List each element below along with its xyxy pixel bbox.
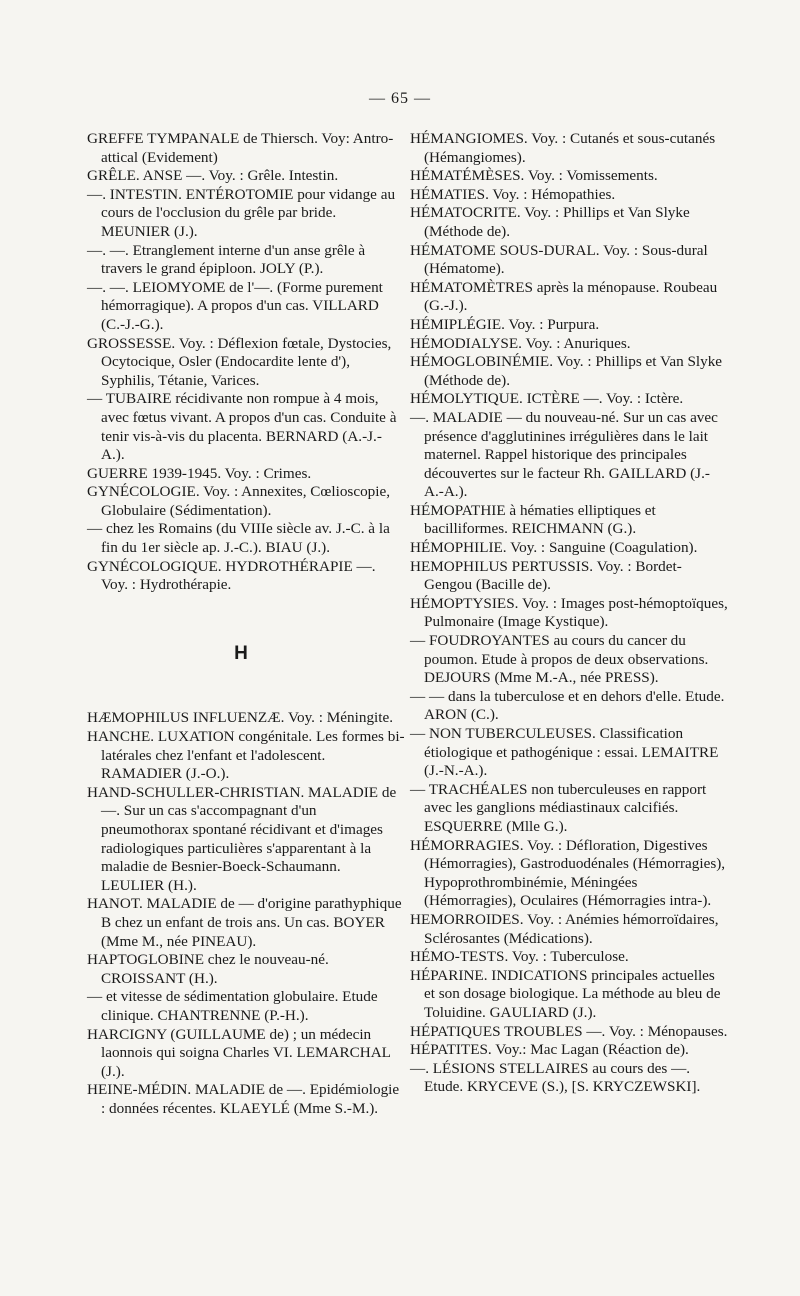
- index-entry: HAPTOGLOBINE chez le nouveau-né. CROISSANT (H.).: [87, 951, 329, 987]
- index-entry: HÉMIPLÉGIE. Voy. : Purpura.: [410, 315, 600, 333]
- index-entry: GRÊLE. ANSE —. Voy. : Grêle. Intestin.: [87, 167, 339, 185]
- index-entry: HÉMATOMÈTRES après la ménopause. Roubeau (G.-J.).: [410, 278, 718, 315]
- index-entry: HEMORROIDES. Voy. : Anémies hémorroïdaires, Sclérosantes (Médications).: [410, 910, 719, 947]
- index-entry: HÆMOPHILUS INFLUENZÆ. Voy. : Méningite.: [87, 709, 394, 727]
- index-entry: — TUBAIRE récidivante non rompue à 4 mois, avec fœtus vivant. A propos d'un cas. Conduite à tenir vis-à-vis du placenta. BERNARD (A.-J.-A.).: [87, 390, 397, 464]
- index-entry: HÉMATÉMÈSES. Voy. : Vomissements.: [410, 167, 658, 185]
- left-entries-h: [87, 709, 405, 1118]
- index-entry: — NON TUBERCULEUSES. Classification étiologique et pathogénique : essai. LEMAITRE (J.-N.-A.).: [410, 725, 719, 780]
- index-entry: — chez les Romains (du VIIIe siècle av. J.-C. à la fin du 1er siècle ap. J.-C.). BIAU (J.).: [87, 520, 390, 557]
- index-entry: — et vitesse de sédimentation globulaire. Etude clinique. CHANTRENNE (P.-H.).: [87, 988, 378, 1024]
- index-entry: HÉMATOME SOUS-DURAL. Voy. : Sous-dural (Hématome).: [410, 241, 708, 278]
- page-number: — 65 —: [369, 90, 431, 107]
- index-entry: — TRACHÉALES non tuberculeuses en rapport avec les ganglions médiastinaux calcifiés. ESQUERRE (Mlle G.).: [410, 780, 707, 835]
- index-entry: HEMOPHILUS PERTUSSIS. Voy. : Bordet-Gengou (Bacille de).: [410, 557, 682, 594]
- index-entry: —. —. Etranglement interne d'un anse grêle à travers le grand épiploon. JOLY (P.).: [87, 241, 366, 278]
- index-entry: GUERRE 1939-1945. Voy. : Crimes.: [87, 464, 312, 482]
- index-entry: HANCHE. LUXATION congénitale. Les formes bi-latérales chez l'enfant et l'adolescent. RAMADIER (J.-O.).: [87, 728, 405, 783]
- index-entry: HÉMOGLOBINÉMIE. Voy. : Phillips et Van Slyke (Méthode de).: [410, 353, 723, 389]
- index-entry: GYNÉCOLOGIQUE. HYDROTHÉRAPIE —. Voy. : Hydrothérapie.: [87, 557, 376, 594]
- index-entry: HÉMOPHILIE. Voy. : Sanguine (Coagulation).: [410, 539, 698, 557]
- index-entry: HÉPARINE. INDICATIONS principales actuelles et son dosage biologique. La méthode au bleu de Toluidine. GAULIARD (J.).: [410, 966, 721, 1021]
- index-entry: HÉMOPATHIE à hématies elliptiques et bacilliformes. REICHMANN (G.).: [410, 501, 656, 538]
- index-entry: HANOT. MALADIE de — d'origine parathyphique B chez un enfant de trois ans. Un cas. BOYER (Mme M., née PINEAU).: [87, 895, 402, 950]
- index-entry: HÉMANGIOMES. Voy. : Cutanés et sous-cutanés (Hémangiomes).: [410, 130, 716, 166]
- index-entry: HÉPATIQUES TROUBLES —. Voy. : Ménopauses.: [410, 1022, 728, 1040]
- index-entry: HÉMOPTYSIES. Voy. : Images post-hémoptoïques, Pulmonaire (Image Kystique).: [410, 594, 728, 631]
- index-entry: HÉMATIES. Voy. : Hémopathies.: [410, 185, 616, 203]
- left-column: [87, 130, 405, 1119]
- index-entry: HÉMO-TESTS. Voy. : Tuberculose.: [410, 948, 629, 966]
- index-entry: HÉMORRAGIES. Voy. : Défloration, Digestives (Hémorragies), Gastroduodénales (Hémorragies), Hypoprothrombinémie, Méningées (Hémorragies), Oculaires (Hémorragies intra-).: [410, 836, 726, 910]
- index-entry: GREFFE TYMPANALE de Thiersch. Voy: Antro-attical (Evidement): [87, 130, 394, 166]
- index-entry: — — dans la tuberculose et en dehors d'elle. Etude. ARON (C.).: [410, 687, 725, 724]
- index-entry: HEINE-MÉDIN. MALADIE de —. Epidémiologie : données récentes. KLAEYLÉ (Mme S.-M.).: [87, 1081, 400, 1117]
- index-entry: —. INTESTIN. ENTÉROTOMIE pour vidange au cours de l'occlusion du grêle par bride. MEUNIER (J.).: [87, 185, 396, 240]
- index-entry: HÉMATOCRITE. Voy. : Phillips et Van Slyke (Méthode de).: [410, 204, 690, 240]
- index-entry: GYNÉCOLOGIE. Voy. : Annexites, Cœlioscopie, Globulaire (Sédimentation).: [87, 483, 391, 519]
- index-entry: HÉPATITES. Voy.: Mac Lagan (Réaction de).: [410, 1041, 689, 1059]
- index-entry: GROSSESSE. Voy. : Déflexion fœtale, Dystocies, Ocytocique, Osler (Endocardite lente d'), Syphilis, Tétanie, Varices.: [87, 334, 392, 389]
- index-entry: HAND-SCHULLER-CHRISTIAN. MALADIE de —. Sur un cas s'accompagnant d'un pneumothorax spontané récidivant et d'images radiologiques particulières s'apparentant à la maladie de Besnier-Boeck-Schaumann. LEULIER (H.).: [87, 783, 397, 894]
- right-column: [410, 130, 728, 1097]
- index-entry: —. LÉSIONS STELLAIRES au cours des —. Etude. KRYCEVE (S.), [S. KRYCZEWSKI].: [410, 1059, 701, 1096]
- section-letter: H: [234, 642, 248, 664]
- index-entry: —. —. LEIOMYOME de l'—. (Forme purement hémorragique). A propos d'un cas. VILLARD (C.-J.-G.).: [87, 278, 383, 333]
- index-entry: — FOUDROYANTES au cours du cancer du poumon. Etude à propos de deux observations. DEJOURS (Mme M.-A., née PRESS).: [410, 632, 709, 687]
- index-entry: HÉMODIALYSE. Voy. : Anuriques.: [410, 334, 631, 352]
- left-entries-g: [87, 130, 405, 595]
- index-entry: HARCIGNY (GUILLAUME de) ; un médecin laonnois qui soigna Charles VI. LEMARCHAL (J.).: [87, 1025, 391, 1080]
- index-entry: —. MALADIE — du nouveau-né. Sur un cas avec présence d'agglutinines irrégulières dans le lait maternel. Rappel historique des principales découvertes sur le facteur Rh. GAILLARD (J.-A.-A.).: [410, 408, 718, 501]
- index-entry: HÉMOLYTIQUE. ICTÈRE —. Voy. : Ictère.: [410, 390, 684, 408]
